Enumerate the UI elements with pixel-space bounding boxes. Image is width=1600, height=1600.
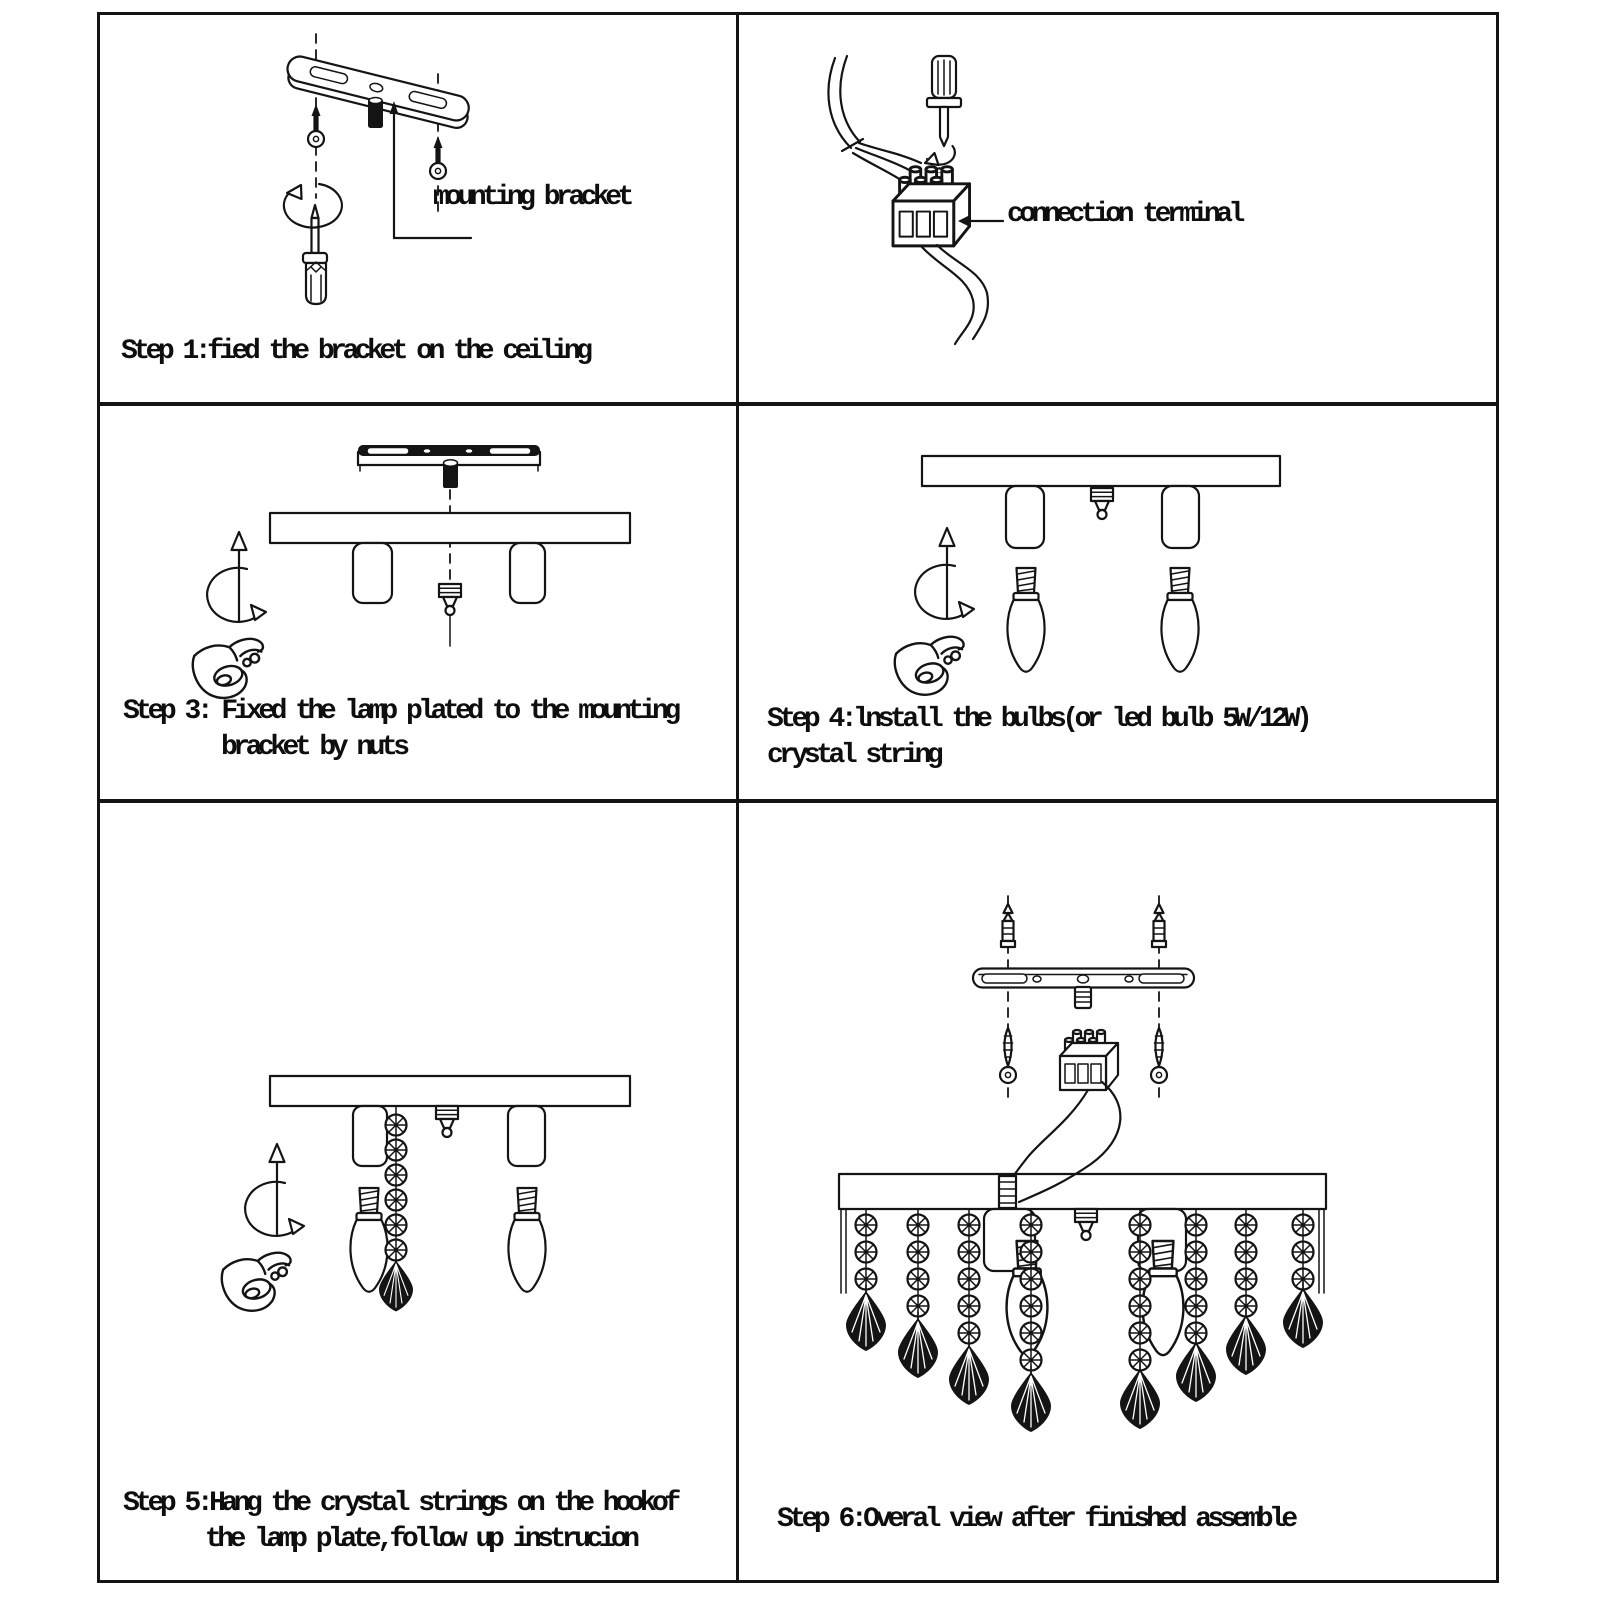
- up-arrow-icon: [940, 528, 955, 618]
- wire-connector: [999, 1176, 1016, 1208]
- panel-step2: [739, 12, 1499, 402]
- step3-caption-line1: Step 3: Fixed the lamp plated to the mounting: [123, 696, 677, 727]
- bracket-stud: [1075, 987, 1091, 1008]
- hook-icon: [1075, 1209, 1097, 1240]
- terminal-block: [1060, 1030, 1118, 1090]
- mounting-bracket-drawing: [973, 969, 1194, 988]
- lamp-plate: [270, 513, 630, 543]
- step3-drawing: [97, 406, 736, 799]
- mounting-nut-icon: [439, 584, 461, 646]
- lamp-plate: [270, 1076, 630, 1106]
- crystal-string: [1283, 1209, 1323, 1348]
- crystal-string: [1226, 1209, 1266, 1375]
- bracket-stud: [443, 460, 458, 488]
- step4-caption-line1: Step 4:lnstall the bulbs(or led bulb 5W/12W): [767, 704, 1309, 735]
- crystal-string: [846, 1209, 886, 1351]
- hand-icon: [222, 1253, 291, 1311]
- grid-divider-row2: [97, 799, 1499, 803]
- up-arrow-icon: [270, 1144, 285, 1234]
- step6-caption: Step 6:Overal view after finished assemble: [777, 1504, 1294, 1535]
- step4-caption-line2: crystal string: [767, 740, 940, 771]
- screwdriver-icon: [927, 56, 961, 146]
- panel-step5: [97, 804, 736, 1583]
- ceiling-wires: [828, 56, 921, 180]
- rotation-arrow-icon: [245, 1182, 304, 1236]
- hook-icon: [1091, 488, 1113, 519]
- step5-caption-line2: the lamp plate,follow up instrucion: [205, 1524, 636, 1555]
- up-arrow-icon: [232, 532, 247, 622]
- rotation-arrow-icon: [207, 568, 266, 622]
- panel-step6: [739, 804, 1499, 1583]
- wall-anchor-icon: [1001, 904, 1166, 947]
- hand-icon: [895, 637, 964, 695]
- rotation-arrow-icon: [925, 146, 955, 165]
- step5-drawing: [97, 804, 736, 1583]
- panel-step3: [97, 406, 736, 799]
- rotation-arrow-icon: [915, 565, 974, 619]
- panel-step4: [739, 406, 1499, 799]
- hand-icon: [193, 639, 263, 698]
- part-label: mounting bracket: [433, 182, 630, 213]
- panel-step1: [97, 12, 736, 402]
- terminal-block: [893, 167, 970, 246]
- hook-icon: [436, 1106, 458, 1137]
- step5-caption-line1: Step 5:Hang the crystal strings on the hookof: [123, 1488, 677, 1519]
- crystal-string: [898, 1209, 938, 1378]
- part-label: connection terminal: [1007, 199, 1241, 230]
- step3-caption-line2: bracket by nuts: [221, 732, 406, 763]
- lamp-plate: [922, 456, 1280, 486]
- step1-caption: Step 1:fied the bracket on the ceiling: [121, 336, 589, 367]
- bulb-icon: [350, 1188, 545, 1292]
- bracket-stud: [368, 98, 383, 129]
- screwdriver-icon: [303, 205, 327, 304]
- lamp-wires: [921, 245, 988, 344]
- bulb-icon: [1007, 568, 1198, 672]
- step6-drawing: [739, 804, 1499, 1583]
